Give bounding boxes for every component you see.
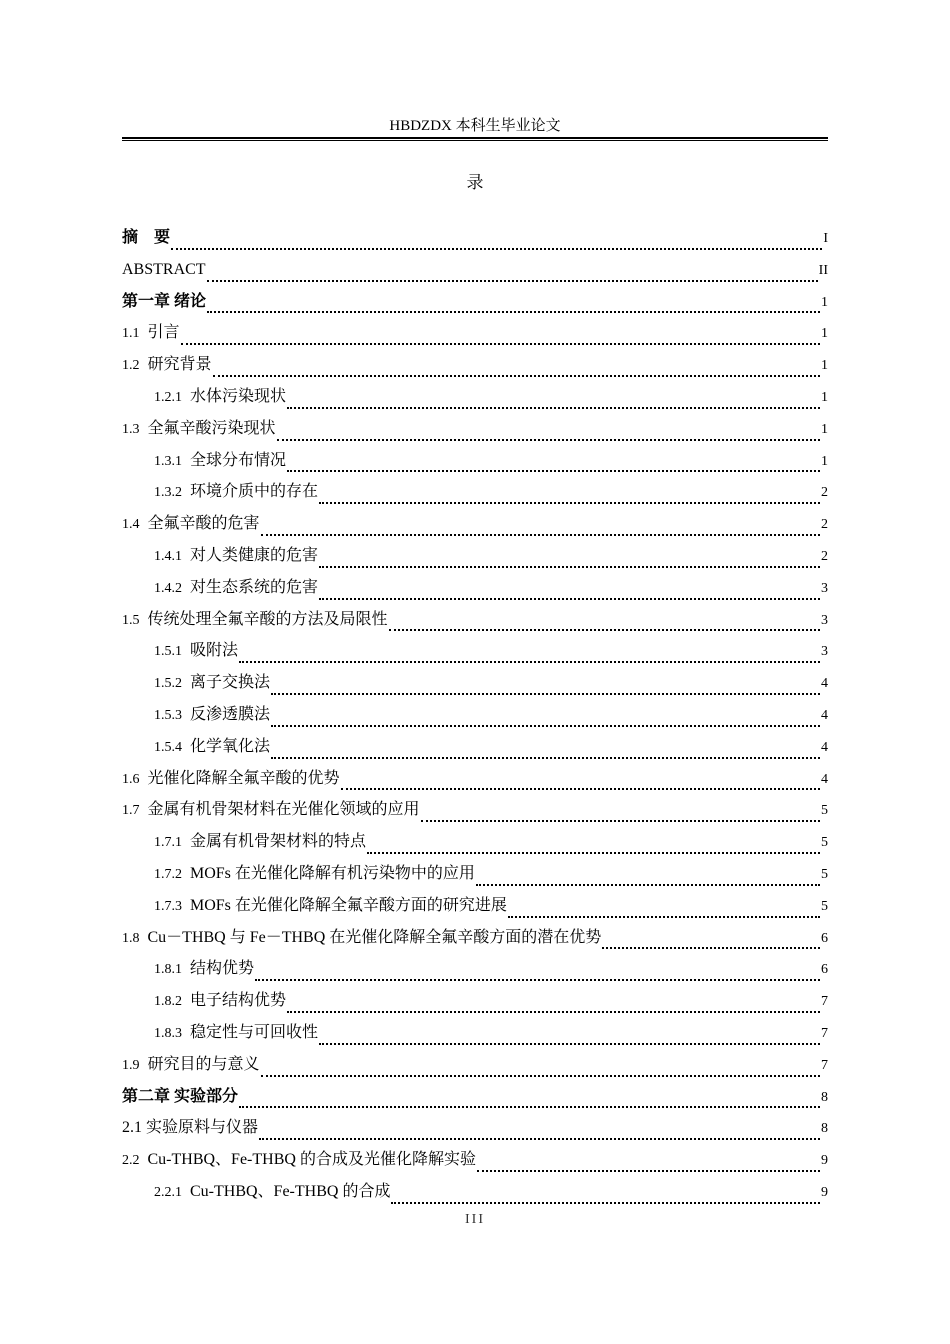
dot-leader: [319, 565, 820, 568]
toc-entry-title: Cu－THBQ 与 Fe－THBQ 在光催化降解全氟辛酸方面的潜在优势: [147, 928, 602, 946]
toc-entry-number: 1.8.1: [154, 962, 182, 978]
toc-entry-number: 1.8.2: [154, 994, 182, 1010]
dot-leader: [319, 1042, 820, 1045]
toc-entry-page: 5: [821, 898, 828, 914]
toc-entry[interactable]: [122, 259, 828, 291]
toc-entry-number: 1.5.3: [154, 707, 182, 723]
page-number: III: [465, 1212, 485, 1227]
toc-entry-page: II: [818, 262, 828, 278]
dot-leader: [389, 628, 820, 631]
toc-entry-title: 全氟辛酸污染现状: [147, 419, 276, 437]
dot-leader: [287, 1010, 820, 1013]
toc-entry[interactable]: [122, 958, 828, 990]
toc-entry-title: 水体污染现状: [190, 387, 287, 405]
toc-entry[interactable]: [122, 863, 828, 895]
toc-entry-page: 6: [821, 930, 828, 946]
dot-leader: [207, 279, 818, 282]
toc-entry[interactable]: [122, 291, 828, 323]
toc-entry-number: 1.3.1: [154, 453, 182, 469]
toc-entry[interactable]: [122, 1117, 828, 1149]
dot-leader: [271, 724, 820, 727]
toc-entry[interactable]: [122, 799, 828, 831]
toc-entry-page: 6: [821, 962, 828, 978]
toc-entry[interactable]: [122, 672, 828, 704]
toc-entry-title: 摘 要: [122, 229, 171, 246]
dot-leader: [261, 533, 820, 536]
toc-entry-page: 1: [821, 453, 828, 469]
toc-entry-title: 稳定性与可回收性: [190, 1023, 319, 1041]
running-header: HBDZDX 本科生毕业论文: [389, 118, 561, 134]
toc-entry-page: 1: [821, 294, 828, 310]
toc-entry-number: 1.6: [122, 771, 140, 787]
toc-entry-page: 4: [821, 771, 828, 787]
dot-leader: [508, 915, 820, 918]
toc-entry-title: Cu-THBQ、Fe-THBQ 的合成及光催化降解实验: [147, 1151, 476, 1169]
toc-entry-title: 结构优势: [190, 960, 255, 978]
toc-entry-page: 3: [821, 644, 828, 660]
toc-entry-page: 1: [821, 326, 828, 342]
toc-entry-title: 化学氧化法: [190, 737, 271, 755]
toc-entry[interactable]: [122, 768, 828, 800]
dot-leader: [259, 1137, 820, 1140]
toc-entry-title: 引言: [147, 324, 180, 342]
toc-entry-page: 1: [821, 389, 828, 405]
toc-entry-title: 金属有机骨架材料在光催化领域的应用: [147, 801, 420, 819]
toc-entry[interactable]: [122, 545, 828, 577]
dot-leader: [287, 469, 820, 472]
dot-leader: [239, 1105, 820, 1108]
toc-entry-title: 全氟辛酸的危害: [147, 515, 260, 533]
dot-leader: [341, 787, 820, 790]
toc-entry-title: 吸附法: [190, 642, 239, 660]
toc-entry[interactable]: [122, 577, 828, 609]
toc-entry[interactable]: [122, 450, 828, 482]
toc-entry-page: 1: [821, 421, 828, 437]
toc-entry-page: 2: [821, 517, 828, 533]
toc-entry[interactable]: [122, 1149, 828, 1181]
toc-entry-number: 1.7.1: [154, 835, 182, 851]
toc-entry-page: 2: [821, 548, 828, 564]
toc-entry-number: 1.5: [122, 612, 140, 628]
toc-entry[interactable]: [122, 736, 828, 768]
toc-entry-title: 研究背景: [147, 356, 212, 374]
toc-entry-title: 光催化降解全氟辛酸的优势: [147, 769, 340, 787]
dot-leader: [391, 1201, 820, 1204]
toc-entry-number: 1.7.2: [154, 866, 182, 882]
header-rule: [122, 137, 828, 139]
toc-entry[interactable]: [122, 927, 828, 959]
toc-entry-number: 1.4.1: [154, 548, 182, 564]
dot-leader: [476, 883, 820, 886]
toc-entry-page: 2: [821, 485, 828, 501]
toc-entry[interactable]: [122, 354, 828, 386]
toc-entry-page: 4: [821, 676, 828, 692]
toc-entry[interactable]: [122, 513, 828, 545]
toc-entry-page: 8: [821, 1121, 828, 1137]
toc-entry-page: 5: [821, 866, 828, 882]
toc-entry-title: 传统处理全氟辛酸的方法及局限性: [147, 610, 388, 628]
toc-entry-page: I: [823, 231, 828, 246]
toc-entry-number: 1.5.4: [154, 739, 182, 755]
toc-entry[interactable]: [122, 322, 828, 354]
toc-entry[interactable]: [122, 386, 828, 418]
toc-entry[interactable]: [122, 704, 828, 736]
toc-entry-title: 全球分布情况: [190, 451, 287, 469]
toc-entry-number: 1.5.2: [154, 676, 182, 692]
toc-entry-page: 7: [821, 1057, 828, 1073]
toc-entry-number: 1.8: [122, 930, 140, 946]
toc-entry-title: 2.1 实验原料与仪器: [122, 1119, 259, 1137]
dot-leader: [207, 310, 820, 313]
toc-entry[interactable]: [122, 831, 828, 863]
toc-entry[interactable]: [122, 1086, 828, 1118]
table-of-contents: [122, 227, 828, 1213]
dot-leader: [239, 660, 820, 663]
toc-entry-title: 第一章 绪论: [122, 292, 207, 310]
dot-leader: [602, 946, 820, 949]
toc-entry-number: 2.2.1: [154, 1184, 182, 1200]
dot-leader: [477, 1169, 820, 1172]
dot-leader: [255, 978, 820, 981]
dot-leader: [271, 692, 820, 695]
toc-entry-title: MOFs 在光催化降解全氟辛酸方面的研究进展: [190, 896, 507, 914]
toc-entry[interactable]: [122, 481, 828, 513]
toc-entry-title: 研究目的与意义: [147, 1055, 260, 1073]
dot-leader: [277, 438, 820, 441]
dot-leader: [261, 1074, 820, 1077]
toc-entry-title: 金属有机骨架材料的特点: [190, 833, 367, 851]
dot-leader: [181, 342, 820, 345]
dot-leader: [287, 406, 820, 409]
toc-entry-page: 8: [821, 1089, 828, 1105]
toc-entry-title: 离子交换法: [190, 674, 271, 692]
toc-entry[interactable]: [122, 418, 828, 450]
toc-entry-page: 9: [821, 1184, 828, 1200]
toc-entry-number: 1.4.2: [154, 580, 182, 596]
toc-entry-page: 7: [821, 1025, 828, 1041]
toc-entry-number: 1.3: [122, 421, 140, 437]
dot-leader: [367, 851, 820, 854]
toc-entry-page: 1: [821, 358, 828, 374]
toc-entry-number: 1.4: [122, 517, 140, 533]
dot-leader: [421, 819, 820, 822]
toc-entry[interactable]: [122, 1181, 828, 1213]
toc-entry-title: 第二章 实验部分: [122, 1087, 239, 1105]
toc-entry-page: 3: [821, 580, 828, 596]
toc-entry-title: Cu-THBQ、Fe-THBQ 的合成: [190, 1182, 391, 1200]
dot-leader: [319, 501, 820, 504]
toc-entry[interactable]: [122, 609, 828, 641]
toc-entry[interactable]: [122, 1022, 828, 1054]
toc-entry-page: 5: [821, 835, 828, 851]
toc-entry-title: ABSTRACT: [122, 260, 206, 278]
dot-leader: [271, 756, 820, 759]
toc-entry-page: 9: [821, 1153, 828, 1169]
toc-title: 录: [466, 173, 484, 192]
dot-leader: [213, 374, 820, 377]
toc-entry[interactable]: [122, 1054, 828, 1086]
toc-entry-number: 1.2.1: [154, 389, 182, 405]
dot-leader: [319, 597, 820, 600]
toc-entry-number: 1.7.3: [154, 898, 182, 914]
toc-entry-title: MOFs 在光催化降解有机污染物中的应用: [190, 864, 475, 882]
toc-entry-number: 1.5.1: [154, 644, 182, 660]
toc-entry-title: 对生态系统的危害: [190, 578, 319, 596]
toc-entry-number: 1.8.3: [154, 1025, 182, 1041]
toc-entry-number: 1.3.2: [154, 485, 182, 501]
toc-entry-title: 反渗透膜法: [190, 705, 271, 723]
toc-entry-title: 电子结构优势: [190, 992, 287, 1010]
toc-entry[interactable]: [122, 640, 828, 672]
toc-entry-title: 环境介质中的存在: [190, 483, 319, 501]
toc-entry[interactable]: [122, 990, 828, 1022]
toc-entry-number: 2.2: [122, 1153, 140, 1169]
toc-entry[interactable]: [122, 895, 828, 927]
toc-entry-page: 4: [821, 707, 828, 723]
toc-entry-page: 5: [821, 803, 828, 819]
toc-entry-page: 3: [821, 612, 828, 628]
dot-leader: [171, 247, 822, 250]
toc-entry-page: 7: [821, 994, 828, 1010]
toc-entry-page: 4: [821, 739, 828, 755]
toc-entry[interactable]: [122, 227, 828, 259]
toc-entry-number: 1.9: [122, 1057, 140, 1073]
toc-entry-title: 对人类健康的危害: [190, 546, 319, 564]
toc-entry-number: 1.1: [122, 326, 140, 342]
toc-entry-number: 1.2: [122, 358, 140, 374]
toc-entry-number: 1.7: [122, 803, 140, 819]
header-rule-thin: [122, 140, 828, 141]
